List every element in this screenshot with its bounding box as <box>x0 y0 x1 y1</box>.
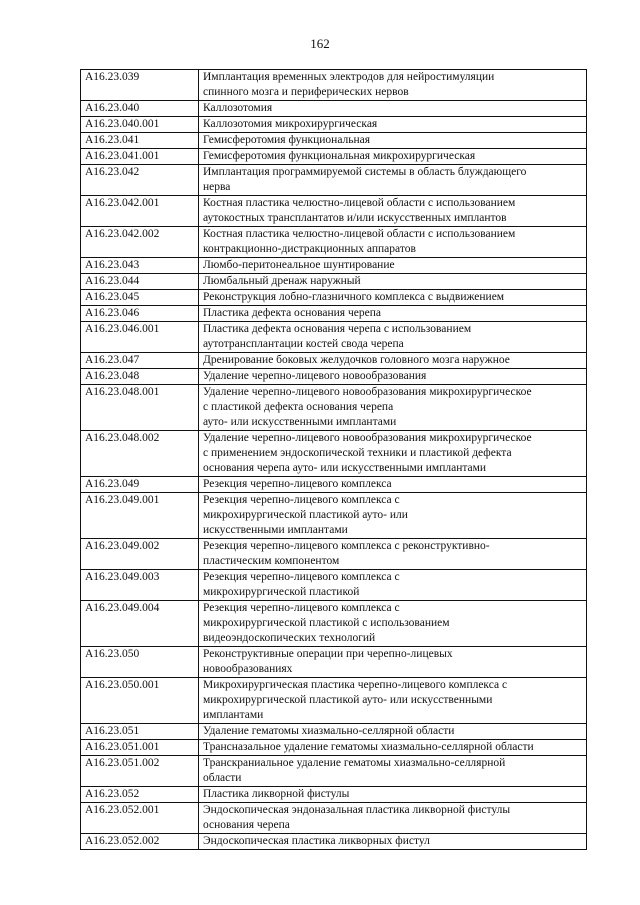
table-body <box>81 70 587 850</box>
service-name-cell: Транскраниальное удаление гематомы хиазмально-селлярной области <box>199 756 587 787</box>
table-row <box>81 165 587 196</box>
table-row <box>81 290 587 306</box>
table-row <box>81 149 587 165</box>
service-name-cell: Реконструктивные операции при черепно-лицевых новообразованиях <box>199 647 587 678</box>
table-row <box>81 431 587 477</box>
service-code-cell: A16.23.051 <box>81 724 199 740</box>
service-code-cell: A16.23.051.001 <box>81 740 199 756</box>
service-name-cell: Резекция черепно-лицевого комплекса с микрохирургической пластикой ауто- или искусственными имплантами <box>199 493 587 539</box>
service-name-cell: Удаление гематомы хиазмально-селлярной области <box>199 724 587 740</box>
service-code-cell: A16.23.040 <box>81 101 199 117</box>
table-row <box>81 117 587 133</box>
service-name-cell: Имплантация временных электродов для нейростимуляции спинного мозга и периферических нервов <box>199 70 587 101</box>
table-row <box>81 601 587 647</box>
service-name-cell: Реконструкция лобно-глазничного комплекса с выдвижением <box>199 290 587 306</box>
service-code-cell: A16.23.039 <box>81 70 199 101</box>
service-name-cell: Костная пластика челюстно-лицевой области с использованием контракционно-дистракционных аппаратов <box>199 227 587 258</box>
service-name-cell: Костная пластика челюстно-лицевой области с использованием аутокостных трансплантатов и/или искусственных имплантов <box>199 196 587 227</box>
service-name-cell: Микрохирургическая пластика черепно-лицевого комплекса с микрохирургической пластикой ауто- или искусственными имплантами <box>199 678 587 724</box>
service-name-cell: Эндоскопическая эндоназальная пластика ликворной фистулы основания черепа <box>199 803 587 834</box>
service-code-cell: A16.23.046.001 <box>81 322 199 353</box>
service-code-cell: A16.23.046 <box>81 306 199 322</box>
service-code-cell: A16.23.048 <box>81 369 199 385</box>
table-row <box>81 101 587 117</box>
service-name-cell: Дренирование боковых желудочков головного мозга наружное <box>199 353 587 369</box>
service-code-cell: A16.23.052.002 <box>81 834 199 850</box>
table-row <box>81 133 587 149</box>
service-code-cell: A16.23.049.002 <box>81 539 199 570</box>
page-number: 162 <box>310 36 330 51</box>
table-row <box>81 756 587 787</box>
service-name-cell: Резекция черепно-лицевого комплекса с реконструктивно- пластическим компонентом <box>199 539 587 570</box>
table-row <box>81 353 587 369</box>
table-row <box>81 369 587 385</box>
service-code-cell: A16.23.052 <box>81 787 199 803</box>
service-code-cell: A16.23.049.004 <box>81 601 199 647</box>
table-row <box>81 70 587 101</box>
service-name-cell: Гемисферотомия функциональная <box>199 133 587 149</box>
service-code-cell: A16.23.049.003 <box>81 570 199 601</box>
service-name-cell: Удаление черепно-лицевого новообразования микрохирургическое с применением эндоскопической техники и пластикой дефекта основания черепа ауто- или искусственными имплантами <box>199 431 587 477</box>
service-name-cell: Каллозотомия микрохирургическая <box>199 117 587 133</box>
service-name-cell: Эндоскопическая пластика ликворных фистул <box>199 834 587 850</box>
service-code-cell: A16.23.050.001 <box>81 678 199 724</box>
table-row <box>81 724 587 740</box>
table-row <box>81 258 587 274</box>
service-code-cell: A16.23.045 <box>81 290 199 306</box>
service-code-cell: A16.23.041 <box>81 133 199 149</box>
service-codes-table <box>80 69 587 850</box>
service-name-cell: Люмбо-перитонеальное шунтирование <box>199 258 587 274</box>
service-code-cell: A16.23.050 <box>81 647 199 678</box>
service-name-cell: Пластика дефекта основания черепа <box>199 306 587 322</box>
service-code-cell: A16.23.042 <box>81 165 199 196</box>
service-code-cell: A16.23.042.002 <box>81 227 199 258</box>
service-code-cell: A16.23.041.001 <box>81 149 199 165</box>
table-row <box>81 493 587 539</box>
service-name-cell: Люмбальный дренаж наружный <box>199 274 587 290</box>
service-name-cell: Резекция черепно-лицевого комплекса <box>199 477 587 493</box>
service-code-cell: A16.23.047 <box>81 353 199 369</box>
service-code-cell: A16.23.052.001 <box>81 803 199 834</box>
table-row <box>81 834 587 850</box>
service-name-cell: Каллозотомия <box>199 101 587 117</box>
service-name-cell: Удаление черепно-лицевого новообразования <box>199 369 587 385</box>
service-code-cell: A16.23.042.001 <box>81 196 199 227</box>
service-name-cell: Пластика ликворной фистулы <box>199 787 587 803</box>
service-code-cell: A16.23.040.001 <box>81 117 199 133</box>
table-row <box>81 539 587 570</box>
service-name-cell: Резекция черепно-лицевого комплекса с микрохирургической пластикой с использованием видеоэндоскопических технологий <box>199 601 587 647</box>
table-row <box>81 678 587 724</box>
table-row <box>81 570 587 601</box>
table-row <box>81 227 587 258</box>
service-code-cell: A16.23.043 <box>81 258 199 274</box>
service-code-cell: A16.23.048.001 <box>81 385 199 431</box>
service-name-cell: Пластика дефекта основания черепа с использованием аутотрансплантации костей свода черепа <box>199 322 587 353</box>
service-name-cell: Трансназальное удаление гематомы хиазмально-селлярной области <box>199 740 587 756</box>
table-row <box>81 274 587 290</box>
service-code-cell: A16.23.049 <box>81 477 199 493</box>
service-code-cell: A16.23.048.002 <box>81 431 199 477</box>
table-row <box>81 385 587 431</box>
service-name-cell: Имплантация программируемой системы в область блуждающего нерва <box>199 165 587 196</box>
table-row <box>81 803 587 834</box>
service-code-cell: A16.23.044 <box>81 274 199 290</box>
table-row <box>81 306 587 322</box>
service-name-cell: Резекция черепно-лицевого комплекса с микрохирургической пластикой <box>199 570 587 601</box>
table-row <box>81 477 587 493</box>
table-row <box>81 740 587 756</box>
table-row <box>81 322 587 353</box>
table-row <box>81 787 587 803</box>
service-code-cell: A16.23.049.001 <box>81 493 199 539</box>
service-name-cell: Гемисферотомия функциональная микрохирургическая <box>199 149 587 165</box>
table-row <box>81 196 587 227</box>
service-name-cell: Удаление черепно-лицевого новообразования микрохирургическое с пластикой дефекта основания черепа ауто- или искусственными имплантами <box>199 385 587 431</box>
table-row <box>81 647 587 678</box>
service-code-cell: A16.23.051.002 <box>81 756 199 787</box>
